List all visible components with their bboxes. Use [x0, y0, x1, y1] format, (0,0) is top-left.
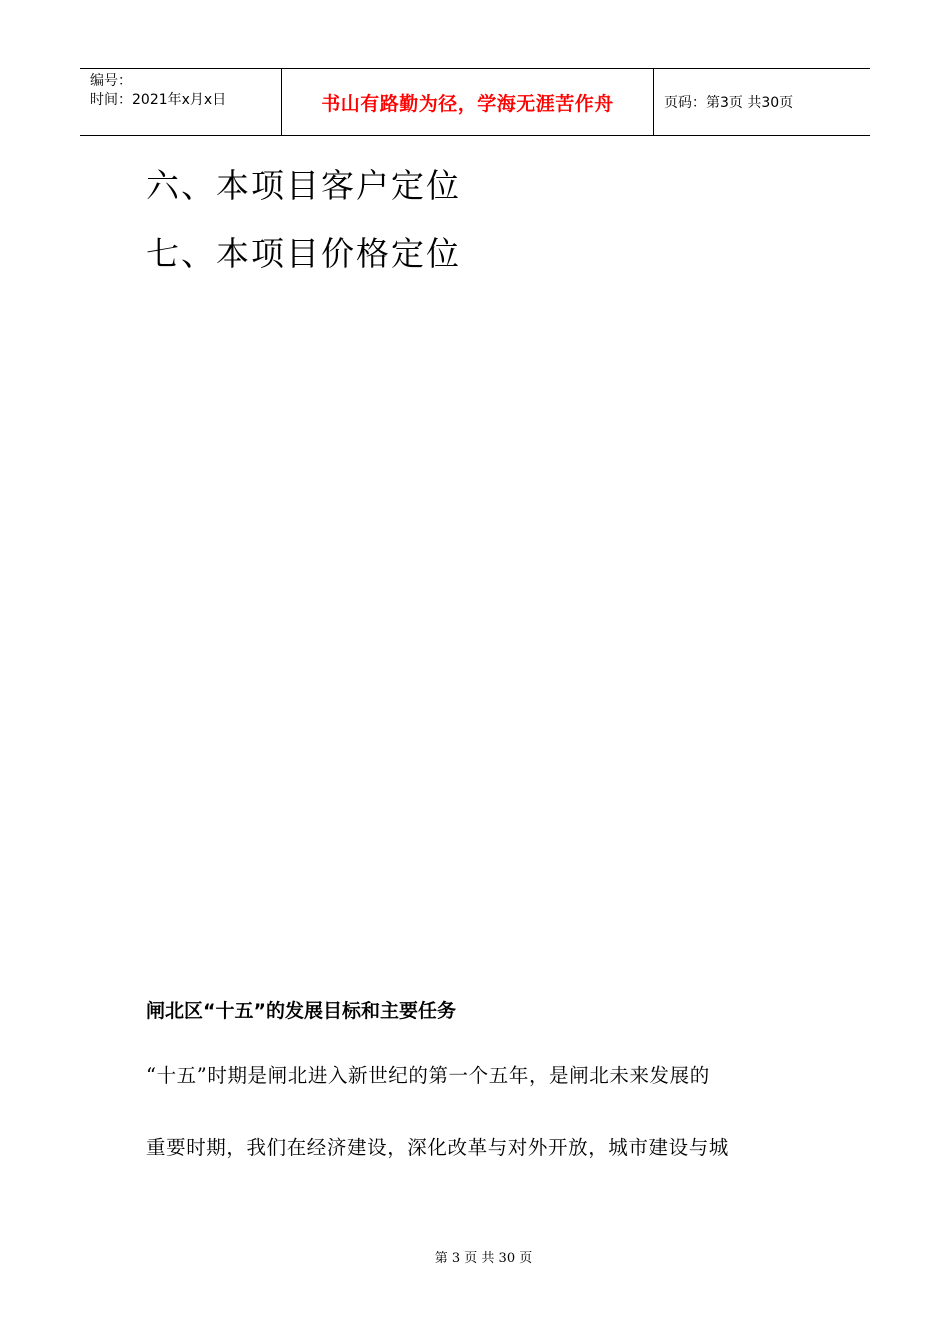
document-number-label: 编号：: [90, 73, 132, 89]
header-page-cell: [654, 69, 870, 135]
header-page-info: 页码：第3页 共30页: [664, 95, 794, 111]
footer-page-number: 第 3 页 共 30 页: [434, 1251, 533, 1266]
section-title: 闸北区“十五”的发展目标和主要任务: [146, 1000, 456, 1022]
document-date-label: 时间：2021年x月x日: [90, 92, 227, 108]
header-meta-cell: [80, 69, 282, 135]
header-motto-cell: [282, 69, 654, 135]
paragraph-line-2: 重要时期，我们在经济建设，深化改革与对外开放，城市建设与城: [146, 1136, 729, 1159]
heading-customer-positioning: 六、本项目客户定位: [146, 166, 461, 205]
page-footer: [0, 1247, 950, 1266]
document-header: [80, 68, 870, 136]
paragraph-line-1: “十五”时期是闸北进入新世纪的第一个五年，是闸北未来发展的: [146, 1064, 710, 1087]
header-motto: 书山有路勤为径，学海无涯苦作舟: [321, 92, 614, 115]
heading-price-positioning: 七、本项目价格定位: [146, 234, 461, 273]
